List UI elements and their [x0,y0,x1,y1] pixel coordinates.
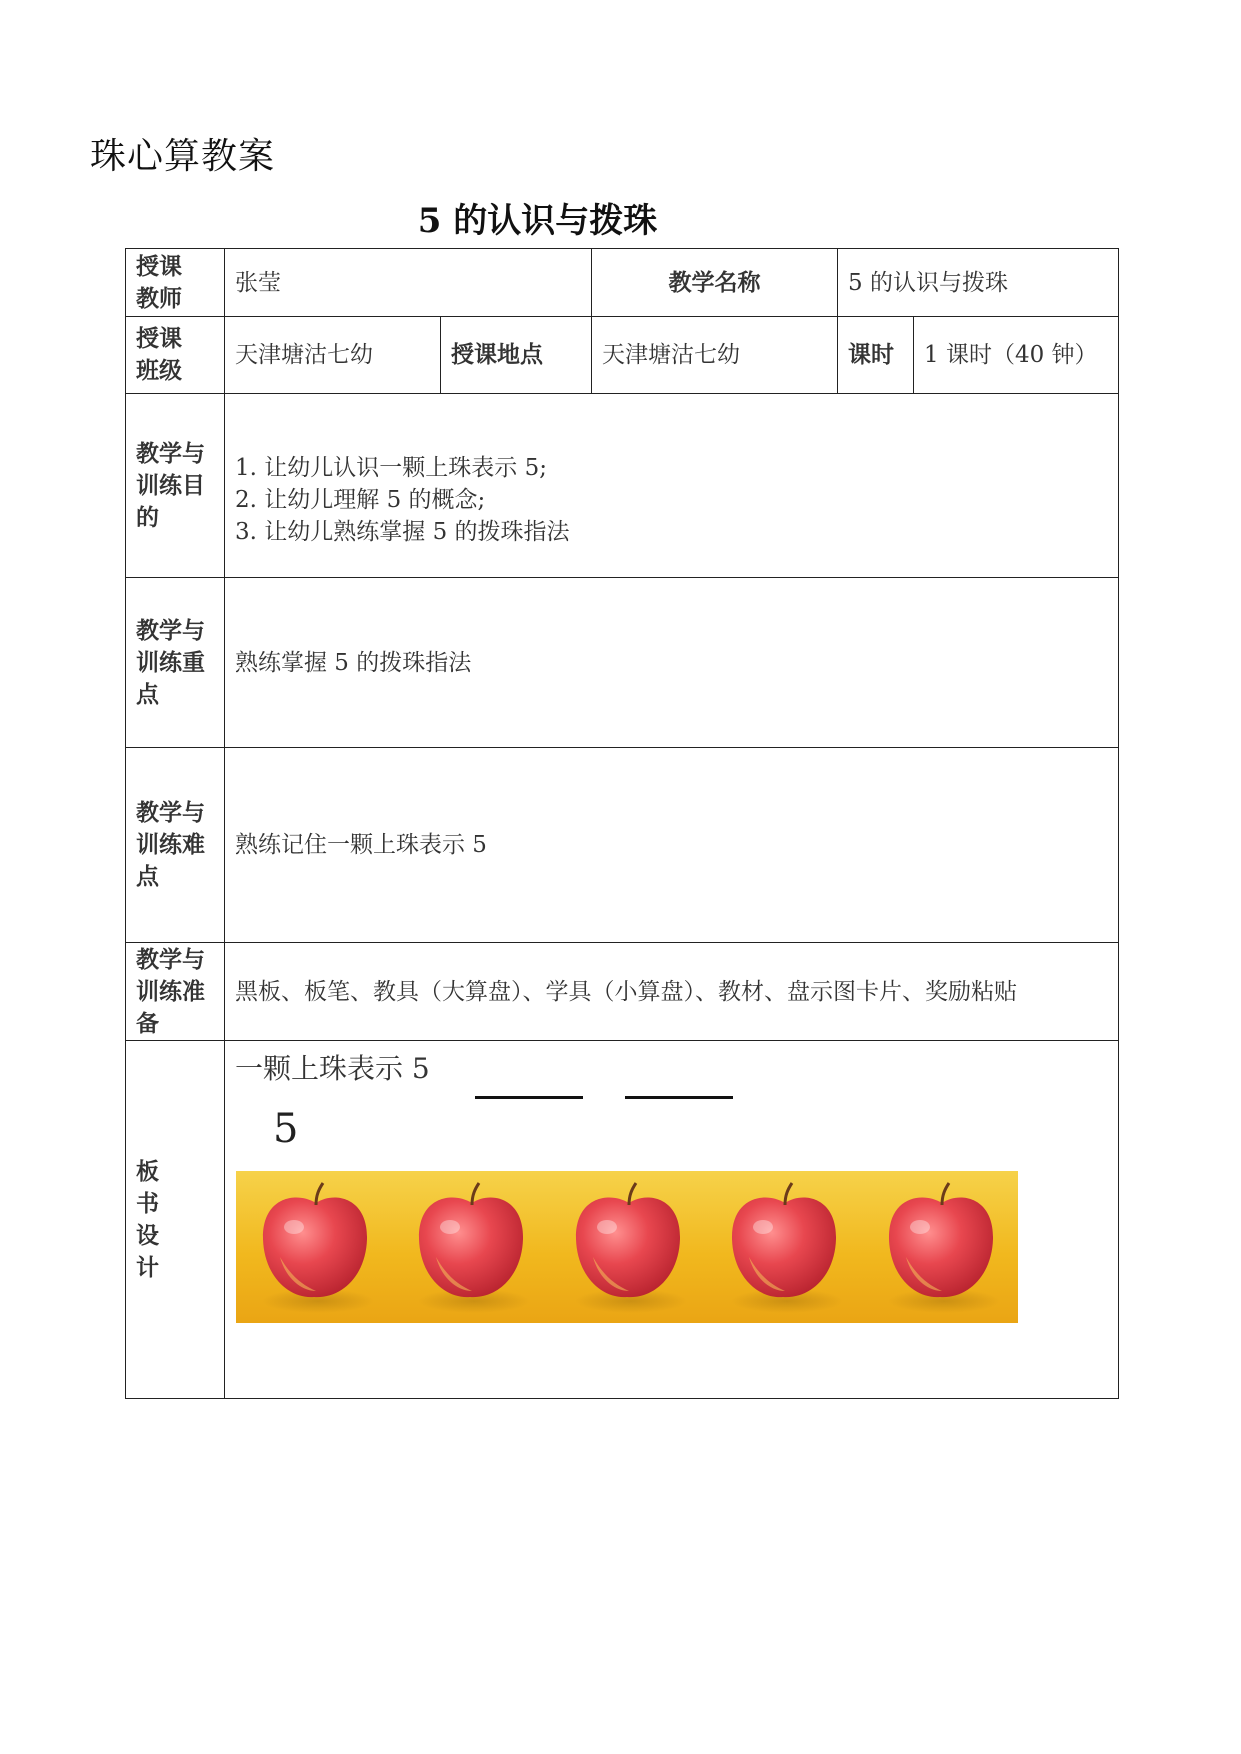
class-value: 天津塘沽七幼 [225,317,441,394]
key-point-label-text: 教学与 训练重 点 [136,616,205,708]
apple-image [236,1171,392,1323]
lesson-name-value: 5 的认识与拨珠 [838,249,1119,317]
objectives-list [225,394,1119,578]
class-label [126,317,225,394]
document-title: 珠心算教案 [90,136,276,177]
apple-picture-strip [236,1171,1018,1323]
objectives-label [126,394,225,578]
teacher-label-text: 授课 教师 [136,252,182,312]
objective-item: 1. 让幼儿认识一颗上珠表示 5; [235,454,547,481]
teacher-value: 张莹 [225,249,592,317]
difficulty-label-text: 教学与 训练难 点 [136,799,205,890]
preparation-value: 黑板、板笔、教具（大算盘）、学具（小算盘）、教材、盘示图卡片、奖励粘贴 [225,943,1119,1041]
row-class [126,317,1119,394]
row-difficulty [126,748,1119,943]
preparation-label-text: 教学与 训练准 备 [136,945,205,1037]
board-text: 一颗上珠表示 5 [235,1052,430,1085]
location-value: 天津塘沽七幼 [592,317,838,394]
row-board-design [126,1041,1119,1399]
abacus-bar-line [625,1096,733,1099]
period-value: 1 课时（40 钟） [914,317,1119,394]
apple-image [549,1171,705,1323]
apple-image [862,1171,1018,1323]
lesson-name-label: 教学名称 [592,249,838,317]
row-objectives [126,394,1119,578]
apple-image [392,1171,548,1323]
board-content [235,1041,1108,1397]
abacus-bar-line [475,1096,583,1099]
key-point-value: 熟练掌握 5 的拨珠指法 [225,578,1119,748]
apple-image [705,1171,861,1323]
objective-item: 2. 让幼儿理解 5 的概念; [235,486,486,513]
preparation-label [126,943,225,1041]
board-digit: 5 [273,1106,299,1152]
board-label-text: 板 书 设 计 [136,1157,159,1281]
objectives-label-text: 教学与 训练目 的 [136,439,205,531]
difficulty-label [126,748,225,943]
lesson-plan-table [125,248,1119,1399]
class-label-text: 授课 班级 [136,325,182,384]
period-label: 课时 [838,317,914,394]
row-preparation [126,943,1119,1041]
lesson-heading: 5 的认识与拨珠 [417,201,658,241]
objective-item: 3. 让幼儿熟练掌握 5 的拨珠指法 [235,518,570,545]
teacher-label [126,249,225,317]
row-teacher [126,249,1119,317]
board-design-cell [225,1041,1119,1399]
row-key-point [126,578,1119,748]
location-label: 授课地点 [441,317,592,394]
board-label [126,1041,225,1399]
key-point-label [126,578,225,748]
difficulty-value: 熟练记住一颗上珠表示 5 [225,748,1119,943]
